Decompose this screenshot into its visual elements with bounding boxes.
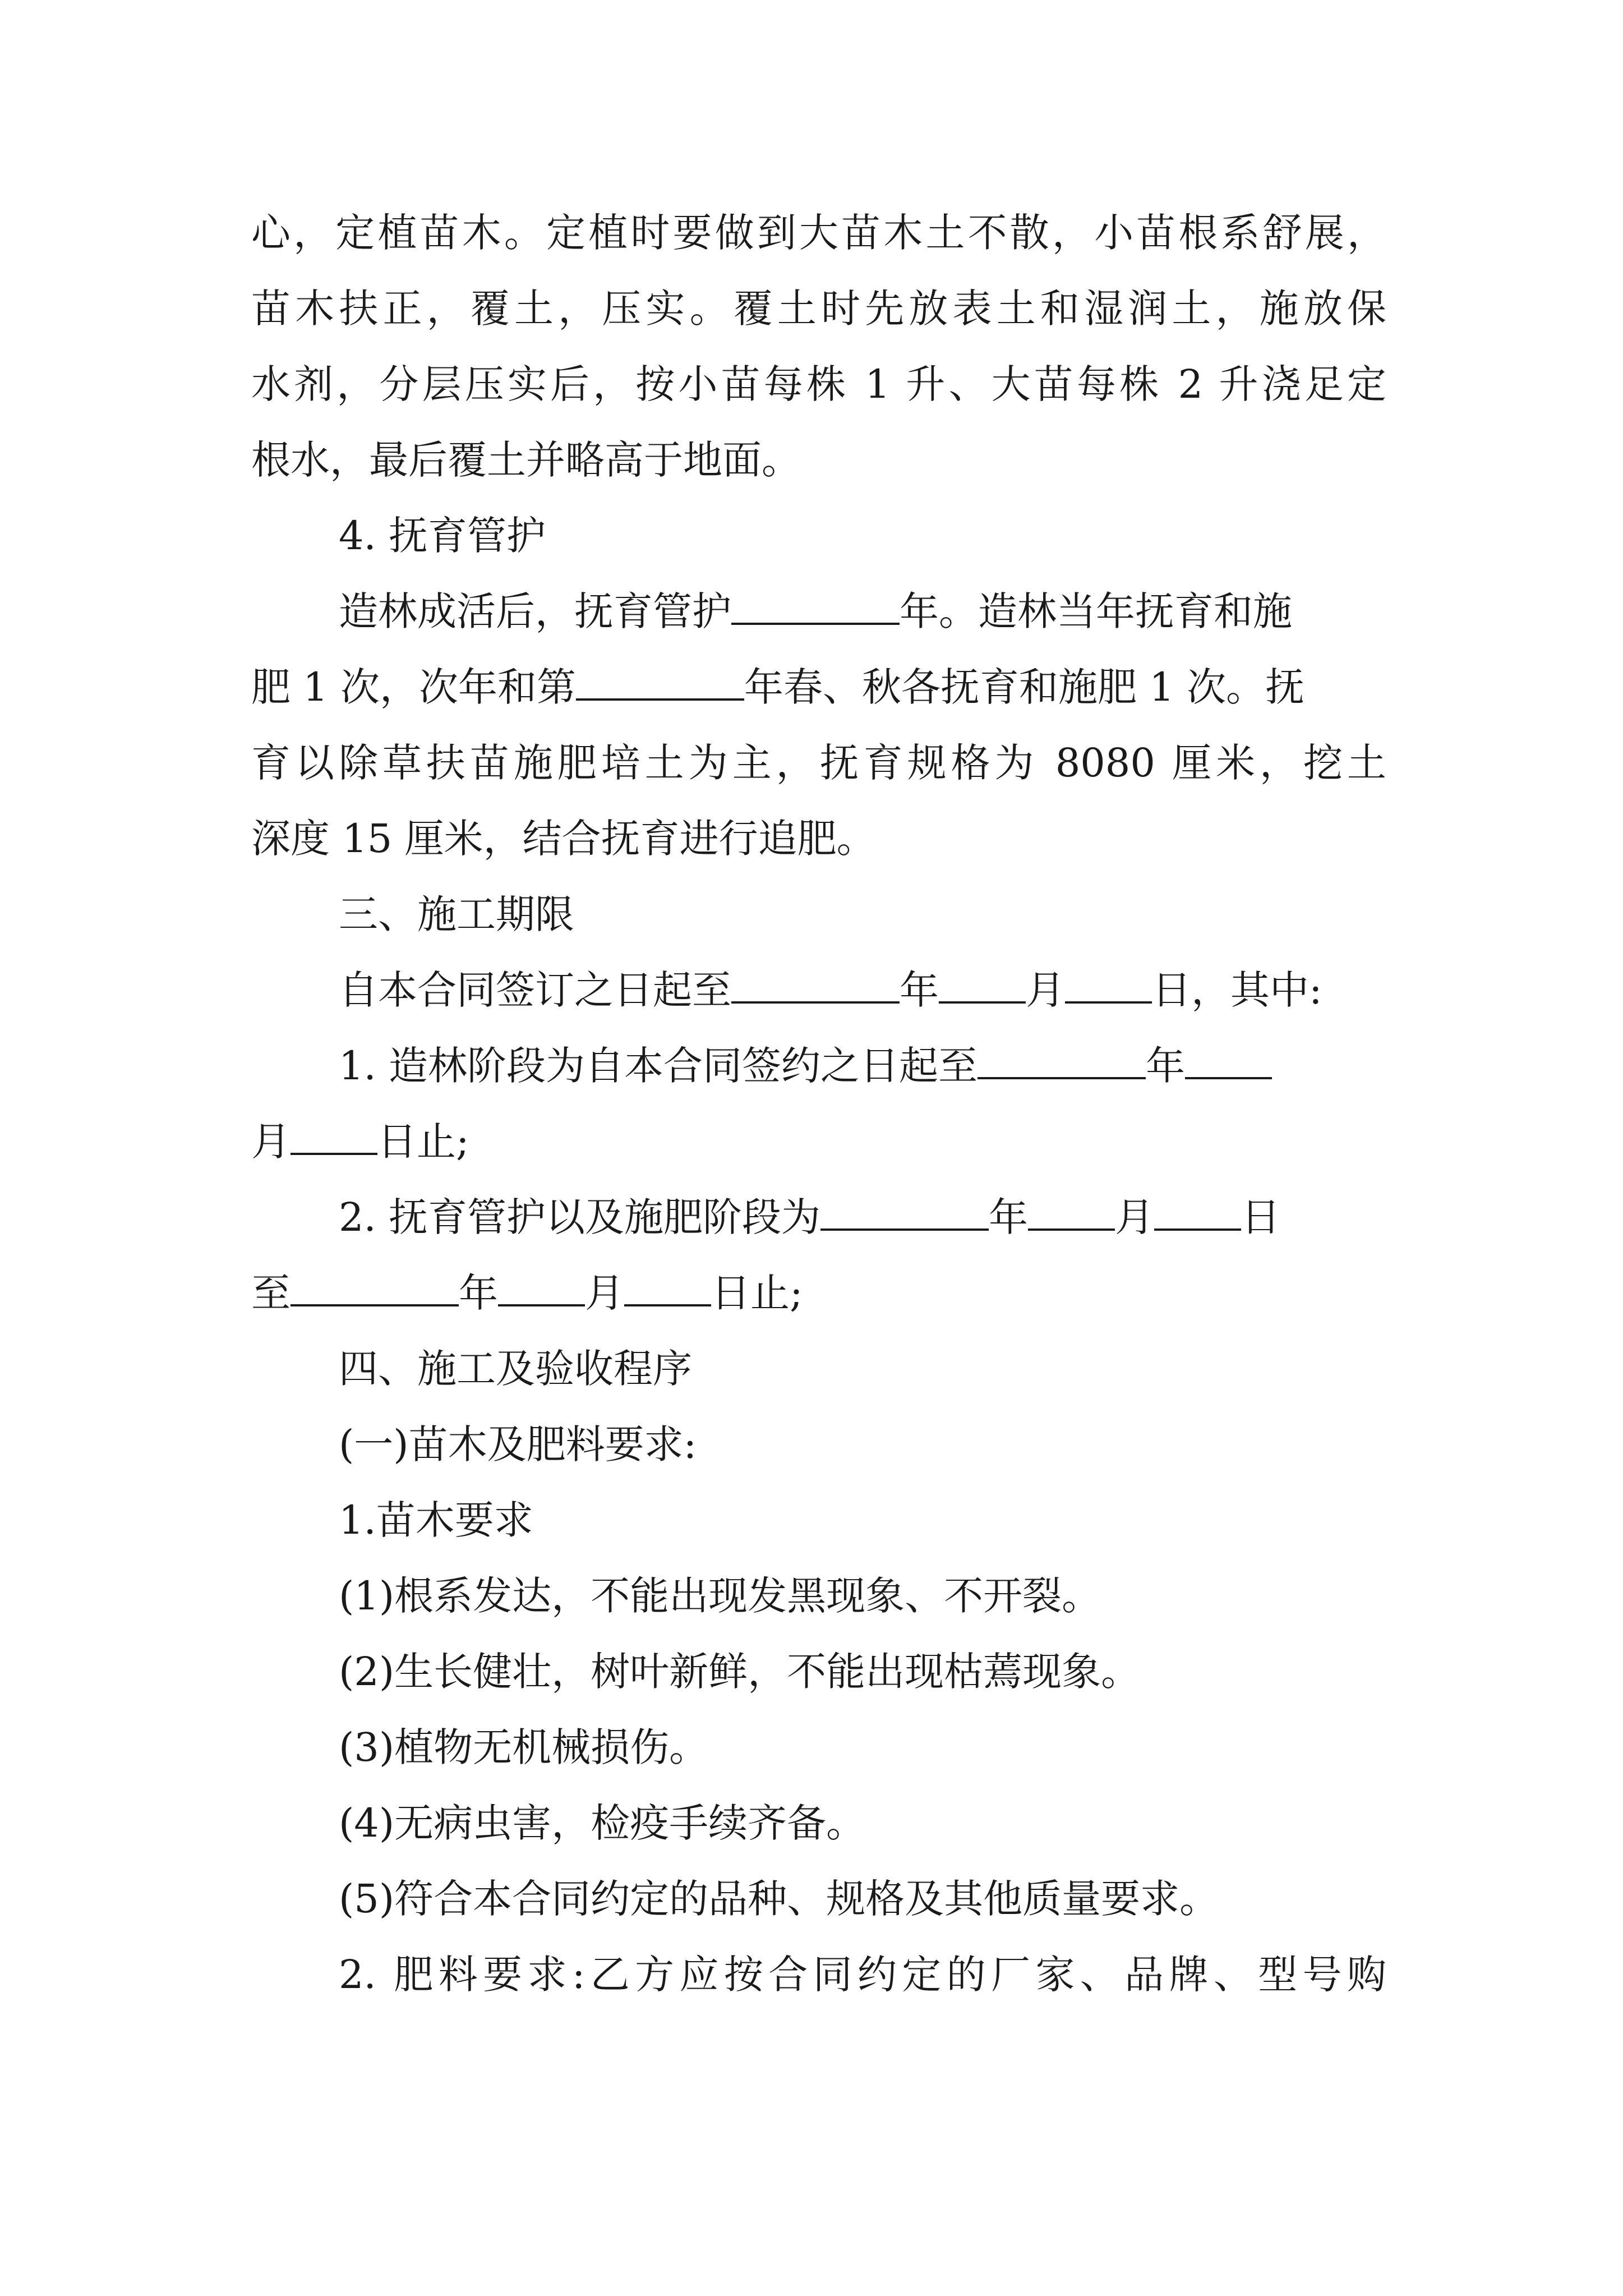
- fill-blank: [576, 664, 744, 701]
- line-text: 年: [989, 1194, 1029, 1240]
- line-text: 年: [900, 967, 939, 1013]
- line-text: 2. 抚育管护以及施肥阶段为: [339, 1194, 821, 1240]
- line-text: 月: [1026, 967, 1065, 1013]
- line-text: 造林成活后，抚育管护: [339, 588, 731, 634]
- fill-blank: [291, 1118, 377, 1155]
- fill-blank: [624, 1269, 711, 1306]
- fill-blank: [939, 967, 1026, 1004]
- section-heading: 三、施工期限: [339, 891, 574, 937]
- list-item: (4)无病虫害，检疫手续齐备。: [339, 1800, 866, 1846]
- fill-blank: [1065, 967, 1152, 1004]
- paragraph-line-with-blank: [339, 583, 1292, 639]
- line-text: 年春、秋各抚育和施肥 1 次。抚: [744, 664, 1305, 710]
- line-text: 至: [251, 1270, 291, 1316]
- paragraph-line-with-blank: [251, 659, 1304, 715]
- line-text: 年: [1146, 1043, 1186, 1089]
- line-text: 日止;: [377, 1119, 469, 1165]
- line-text: 月: [251, 1119, 291, 1165]
- fill-blank: [291, 1269, 459, 1306]
- fill-blank: [978, 1042, 1146, 1079]
- paragraph-line: 心，定植苗木。定植时要做到大苗木土不散，小苗根系舒展，: [251, 210, 1386, 256]
- fill-blank: [1154, 1194, 1241, 1231]
- paragraph-line: 2. 肥料要求:乙方应按合同约定的厂家、品牌、型号购: [339, 1952, 1386, 1998]
- paragraph-line: 育以除草扶苗施肥培土为主，抚育规格为 8080 厘米，挖土: [251, 740, 1386, 786]
- line-text: 日: [1241, 1194, 1281, 1240]
- fill-blank: [1185, 1042, 1272, 1079]
- paragraph-line: 根水，最后覆土并略高于地面。: [251, 437, 801, 483]
- paragraph-line-with-blank: [339, 1189, 1280, 1245]
- list-item: (2)生长健壮，树叶新鲜，不能出现枯蔫现象。: [339, 1649, 1141, 1695]
- line-text: 年。造林当年抚育和施: [900, 588, 1292, 634]
- subsection-heading: 1.苗木要求: [339, 1497, 533, 1543]
- fill-blank: [731, 588, 900, 625]
- line-text: 日，其中:: [1152, 967, 1322, 1013]
- list-item: (3)植物无机械损伤。: [339, 1724, 709, 1770]
- line-text: 年: [459, 1270, 498, 1316]
- paragraph-line: 水剂，分层压实后，按小苗每株 1 升、大苗每株 2 升浇足定: [251, 361, 1386, 407]
- fill-blank: [498, 1269, 585, 1306]
- paragraph-line: 深度 15 厘米，结合抚育进行追肥。: [251, 816, 876, 862]
- paragraph-line-with-blank: [251, 1265, 803, 1321]
- paragraph-line-with-blank: [251, 1114, 469, 1170]
- fill-blank: [820, 1194, 989, 1231]
- line-text: 日止;: [711, 1270, 803, 1316]
- paragraph-line-with-blank: [339, 1038, 1272, 1094]
- paragraph-line-with-blank: [339, 962, 1322, 1018]
- fill-blank: [1028, 1194, 1115, 1231]
- fill-blank: [731, 967, 900, 1004]
- line-text: 1. 造林阶段为自本合同签约之日起至: [339, 1043, 978, 1089]
- subsection-heading: (一)苗木及肥料要求:: [339, 1421, 697, 1467]
- list-item: (1)根系发达，不能出现发黑现象、不开裂。: [339, 1573, 1101, 1619]
- section-heading: 四、施工及验收程序: [339, 1346, 692, 1392]
- list-item: (5)符合本合同约定的品种、规格及其他质量要求。: [339, 1876, 1219, 1922]
- line-text: 月: [1115, 1194, 1155, 1240]
- line-text: 自本合同签订之日起至: [339, 967, 731, 1013]
- line-text: 肥 1 次，次年和第: [251, 664, 577, 710]
- line-text: 月: [585, 1270, 624, 1316]
- paragraph-line: 苗木扶正，覆土，压实。覆土时先放表土和湿润土，施放保: [251, 286, 1386, 332]
- section-heading: 4. 抚育管护: [339, 513, 546, 559]
